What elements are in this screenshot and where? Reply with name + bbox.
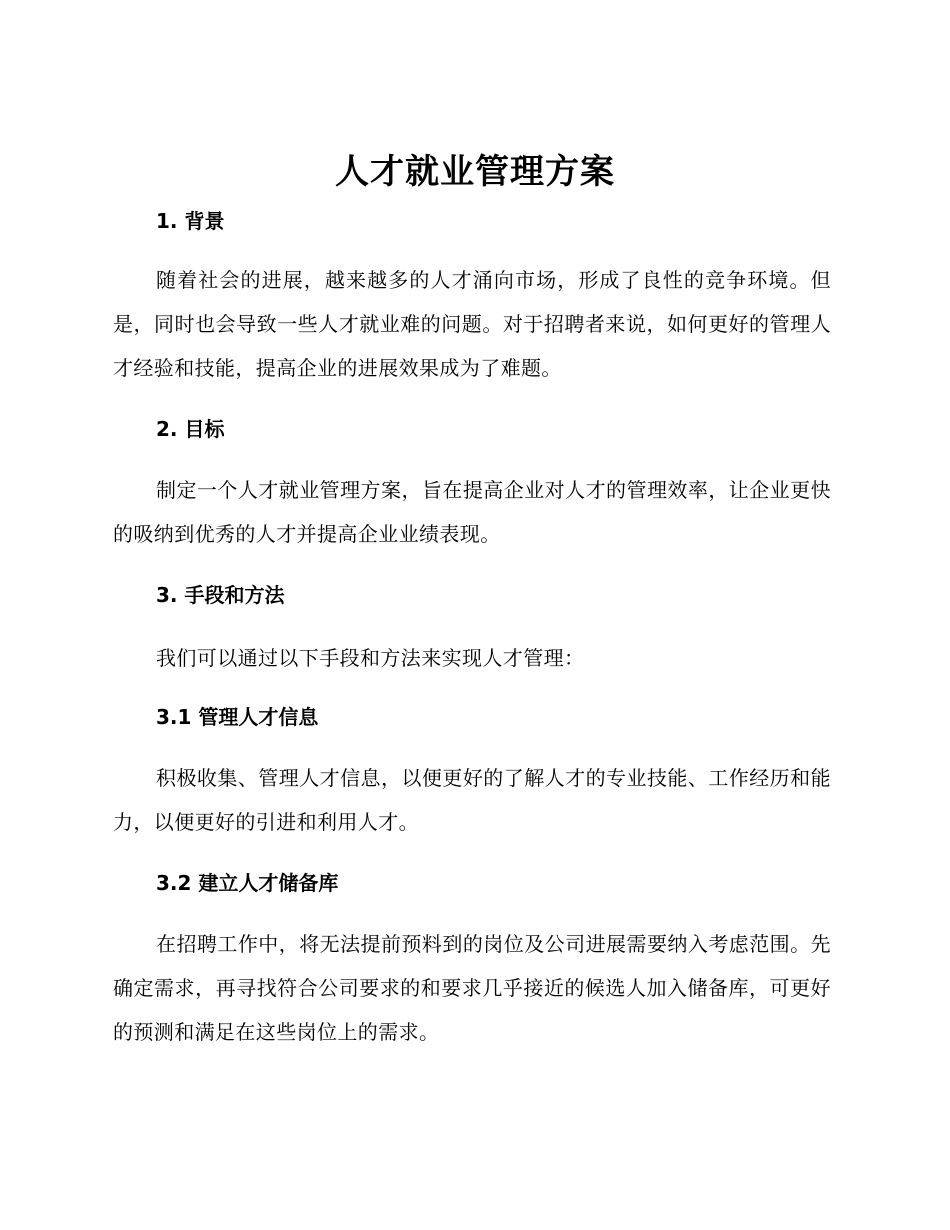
section-text-methods: 我们可以通过以下手段和方法来实现人才管理： (156, 646, 585, 670)
section-text-background: 随着社会的进展，越来越多的人才涌向市场，形成了良性的竞争环境。但是，同时也会导致一些人才就业难的问题。对于招聘者来说，如何更好的管理人才经验和技能，提高企业的进展效果成为了难题。 (113, 268, 831, 380)
section-heading-methods: 3. 手段和方法 (156, 583, 285, 607)
section-heading-talent-pool: 3.2 建立人才储备库 (156, 871, 339, 895)
document-body (113, 204, 831, 1054)
section-text-talent-pool: 在招聘工作中，将无法提前预料到的岗位及公司进展需要纳入考虑范围。先确定需求，再寻找符合公司要求的和要求几乎接近的候选人加入储备库，可更好的预测和满足在这些岗位上的需求。 (113, 932, 831, 1044)
section-text-manage-info: 积极收集、管理人才信息，以便更好的了解人才的专业技能、工作经历和能力，以便更好的引进和利用人才。 (113, 766, 831, 834)
section-heading-manage-info: 3.1 管理人才信息 (156, 705, 319, 729)
section-text-goal: 制定一个人才就业管理方案，旨在提高企业对人才的管理效率，让企业更快的吸纳到优秀的人才并提高企业业绩表现。 (113, 478, 831, 546)
section-heading-goal: 2. 目标 (156, 417, 225, 441)
section-heading-background: 1. 背景 (156, 209, 225, 233)
document-title: 人才就业管理方案 (335, 152, 615, 192)
